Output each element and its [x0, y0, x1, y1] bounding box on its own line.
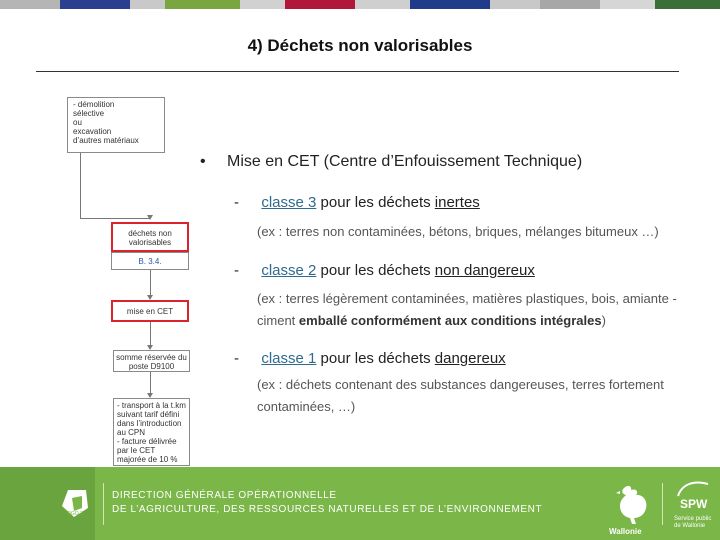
dgo-badge-text: DGO 3: [67, 511, 83, 517]
diagram-text: poste D9100: [128, 362, 175, 371]
top-bar-segment: [490, 0, 540, 9]
diagram-text: somme réservée du: [116, 353, 187, 362]
top-color-bar: [0, 0, 720, 9]
item-text: pour les déchets: [316, 194, 435, 211]
top-bar-segment: [130, 0, 165, 9]
title-divider: [36, 71, 679, 72]
class-label: classe 1: [261, 350, 317, 367]
slide-title: 4) Déchets non valorisables: [247, 36, 473, 55]
top-bar-segment: [540, 0, 600, 9]
diagram-text: - facture délivrée: [117, 437, 177, 446]
connector-line: [150, 322, 151, 346]
footer-separator: [662, 483, 663, 525]
item-text-underlined: dangereux: [434, 350, 506, 367]
connector-line: [80, 153, 81, 218]
spw-subtitle-line: de Wallonie: [674, 523, 706, 529]
spw-swoosh-icon: [676, 478, 710, 498]
diagram-text: B. 3.4.: [138, 257, 162, 266]
diagram-text: majorée de 10 %: [117, 455, 178, 464]
item-text-underlined: non dangereux: [434, 262, 535, 279]
diagram-text: déchets non: [128, 229, 172, 238]
class-label: classe 2: [261, 262, 317, 279]
list-item-note: [257, 288, 707, 332]
diagram-text: sélective: [73, 109, 105, 118]
list-item-note: (ex : terres non contaminées, bétons, briques, mélanges bitumeux …): [257, 224, 659, 239]
bullet-icon: •: [200, 153, 206, 170]
item-text-underlined: inertes: [434, 194, 480, 211]
top-bar-segment: [240, 0, 285, 9]
diagram-box-dechets-non-valorisables: [111, 222, 189, 252]
diagram-text: par le CET: [117, 446, 156, 455]
list-item-classe-2: [234, 262, 535, 279]
diagram-box-reference: [111, 252, 189, 270]
bullet-main-text: Mise en CET (Centre d’Enfouissement Technique): [227, 153, 583, 170]
footer-line-2: DE L’AGRICULTURE, DES RESSOURCES NATURELLES ET DE L’ENVIRONNEMENT: [112, 504, 543, 515]
class-label: classe 3: [261, 194, 317, 211]
top-bar-segment: [655, 0, 720, 9]
diagram-box-mise-en-cet: [111, 300, 189, 322]
dgo-logo-icon: [58, 486, 92, 520]
wallonie-label: Wallonie: [609, 527, 642, 536]
arrow-down-icon: [147, 215, 153, 220]
rooster-icon: [612, 482, 654, 526]
top-bar-segment: [355, 0, 410, 9]
diagram-text: - transport à la t.km: [117, 401, 186, 410]
dash: -: [234, 350, 239, 367]
diagram-text: ou: [73, 118, 82, 127]
list-item-classe-1: [234, 350, 506, 367]
note-text: (ex : terres légèrement contaminées, matières plastiques, bois, amiante -ciment: [257, 291, 677, 328]
list-item-classe-3: [234, 194, 480, 211]
connector-line: [80, 218, 150, 219]
diagram-text: d’autres matériaux: [73, 136, 139, 145]
diagram-text: excavation: [73, 127, 112, 136]
footer-line-1: DIRECTION GÉNÉRALE OPÉRATIONNELLE: [112, 490, 337, 501]
item-text: pour les déchets: [316, 262, 435, 279]
diagram-text: - démolition: [73, 100, 115, 109]
diagram-box-transport: [113, 398, 190, 466]
dash: -: [234, 262, 239, 279]
spw-label: SPW: [680, 497, 708, 511]
note-text: ): [601, 313, 606, 328]
spw-subtitle: [674, 516, 711, 530]
diagram-text: au CPN: [117, 428, 146, 437]
note-text-bold: emballé conformément aux conditions intégrales: [298, 313, 602, 328]
connector-line: [150, 372, 151, 394]
footer-separator: [103, 483, 104, 525]
list-item-note: (ex : déchets contenant des substances dangereuses, terres fortement contaminées, …): [257, 377, 664, 414]
top-bar-segment: [165, 0, 240, 9]
top-bar-segment: [60, 0, 130, 9]
diagram-text: valorisables: [128, 238, 172, 247]
spw-subtitle-line: Service public: [674, 516, 712, 522]
top-bar-segment: [410, 0, 490, 9]
item-text: pour les déchets: [316, 350, 435, 367]
diagram-box-demolition: [67, 97, 165, 153]
diagram-text: mise en CET: [126, 307, 174, 316]
top-bar-segment: [285, 0, 355, 9]
diagram-text: suivant tarif défini: [117, 410, 180, 419]
diagram-text: dans l’introduction: [117, 419, 182, 428]
diagram-box-somme-reservee: [113, 350, 190, 372]
top-bar-segment: [600, 0, 655, 9]
top-bar-segment: [0, 0, 60, 9]
connector-line: [150, 270, 151, 296]
dash: -: [234, 194, 239, 211]
